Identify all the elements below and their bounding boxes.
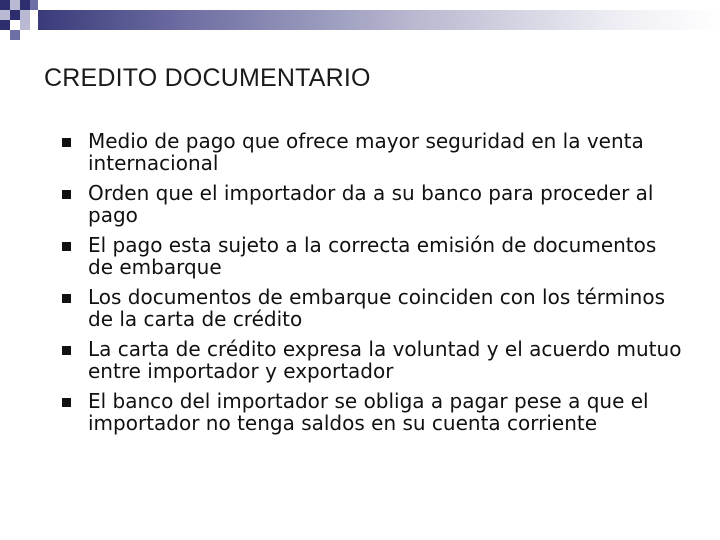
decor-square — [20, 20, 30, 30]
decor-square — [0, 0, 10, 10]
list-item — [62, 286, 682, 330]
bullet-text: Medio de pago que ofrece mayor seguridad en la venta internacional — [88, 129, 644, 175]
decor-square — [30, 0, 38, 10]
bullet-text: El pago esta sujeto a la correcta emisión de documentos de embarque — [88, 233, 657, 279]
decor-square — [0, 20, 10, 30]
list-item — [62, 130, 682, 174]
square-bullet-icon — [62, 138, 71, 147]
header-gradient-bar — [38, 10, 720, 30]
header-decoration — [0, 0, 720, 40]
decor-square — [0, 10, 10, 20]
list-item — [62, 390, 682, 434]
square-bullet-icon — [62, 346, 71, 355]
square-bullet-icon — [62, 190, 71, 199]
bullet-text: Orden que el importador da a su banco para proceder al pago — [88, 181, 654, 227]
list-item — [62, 182, 682, 226]
decor-square — [20, 10, 30, 20]
decor-square — [10, 10, 20, 20]
square-bullet-icon — [62, 242, 71, 251]
square-bullet-icon — [62, 398, 71, 407]
list-item — [62, 338, 682, 382]
bullet-text: La carta de crédito expresa la voluntad y el acuerdo mutuo entre importador y exportador — [88, 337, 682, 383]
decor-square — [10, 30, 20, 40]
bullet-list — [62, 130, 682, 442]
slide-title: CREDITO DOCUMENTARIO — [44, 64, 371, 92]
bullet-text: El banco del importador se obliga a pagar pese a que el importador no tenga saldos en su cuenta corriente — [88, 389, 649, 435]
list-item — [62, 234, 682, 278]
decor-square — [20, 0, 30, 10]
decor-square — [10, 0, 20, 10]
square-bullet-icon — [62, 294, 71, 303]
bullet-text: Los documentos de embarque coinciden con los términos de la carta de crédito — [88, 285, 666, 331]
